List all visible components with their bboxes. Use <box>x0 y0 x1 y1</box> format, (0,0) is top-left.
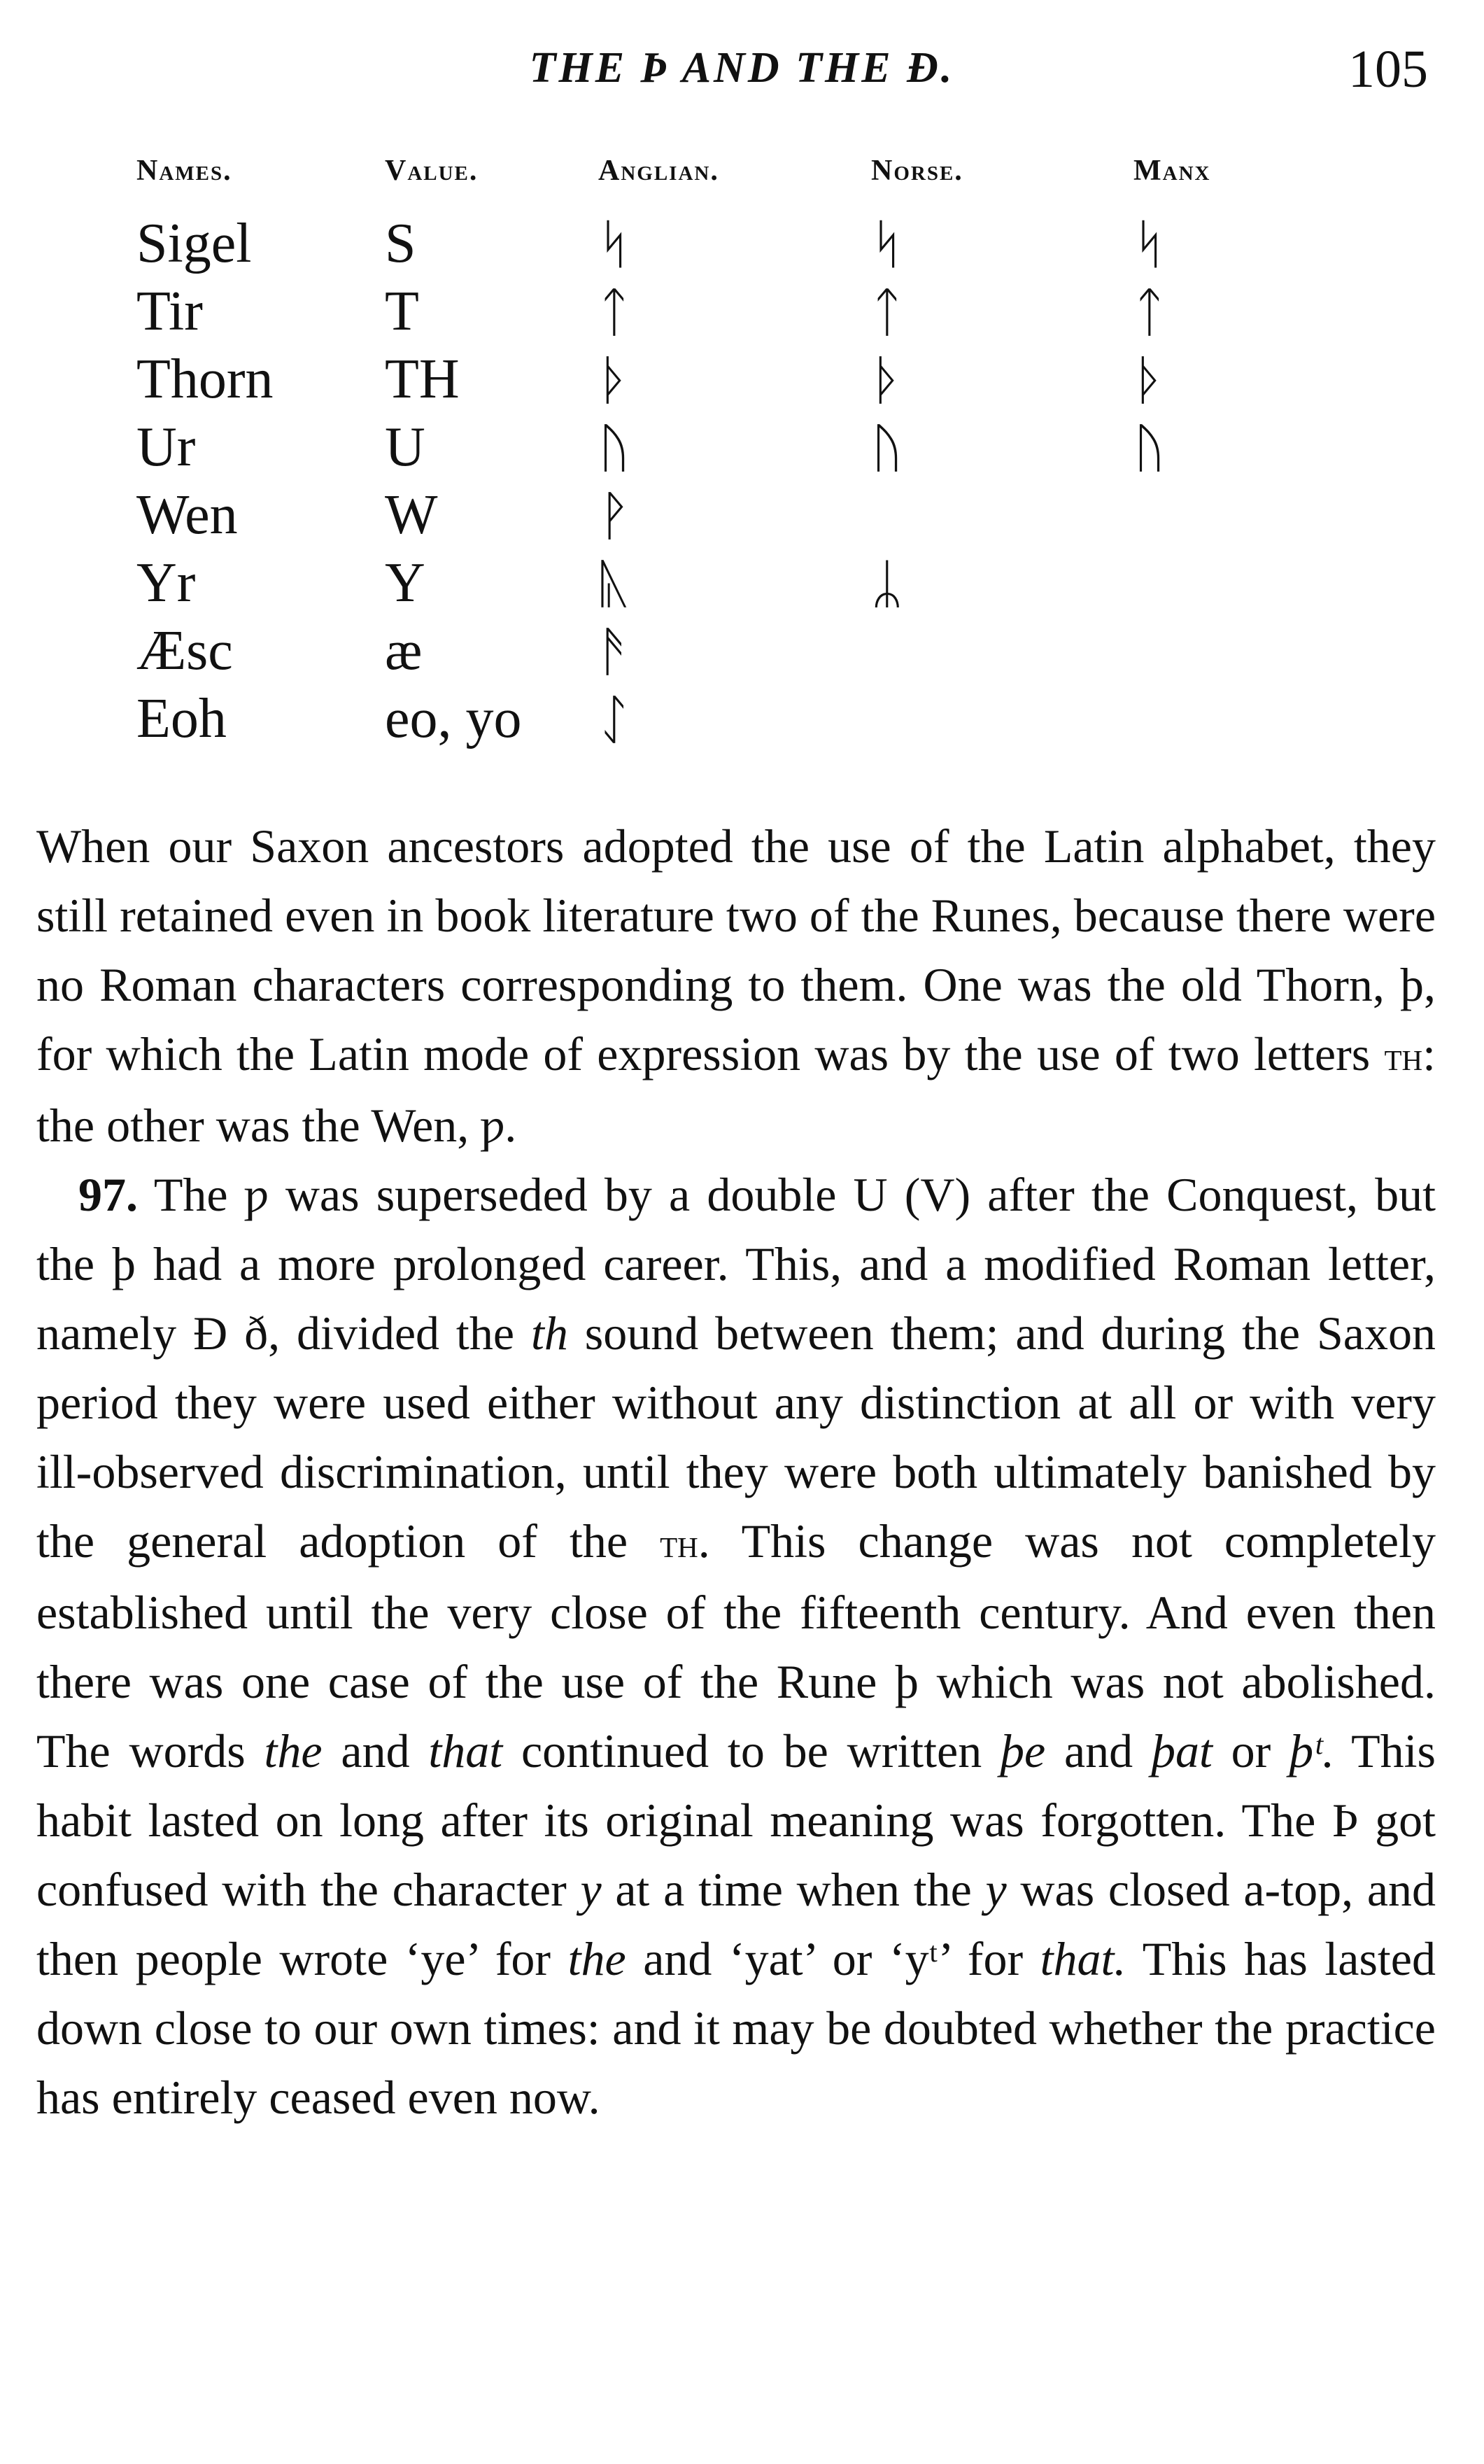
text-run: at a time when the <box>601 1863 986 1916</box>
text-run: . This habit lasted on long after its original meaning was forgotten. The Þ got confused with the character <box>36 1724 1436 1916</box>
column-header-anglian: Anglian. <box>598 155 719 187</box>
anglian-rune: ᛏ <box>598 281 630 343</box>
italic-pt: þᵗ <box>1289 1724 1322 1777</box>
rune-value: U <box>385 416 425 478</box>
rune-name: Wen <box>136 484 238 546</box>
norse-rune: ᛋ <box>871 213 903 275</box>
rune-name: Thorn <box>136 349 274 410</box>
rune-value: TH <box>385 349 460 410</box>
body-text <box>36 812 1436 2132</box>
text-run: and <box>322 1724 429 1777</box>
column-header-names: Names. <box>136 155 232 187</box>
rune-value: æ <box>385 620 423 682</box>
text-run: and <box>1045 1724 1152 1777</box>
manx-rune <box>1133 685 1301 753</box>
table-row <box>136 346 1301 414</box>
table-row <box>136 617 1301 685</box>
rune-value: eo, yo <box>385 688 522 749</box>
anglian-rune: ᚦ <box>598 349 630 411</box>
paragraph-97 <box>36 1160 1436 2132</box>
table-row <box>136 685 1301 753</box>
norse-rune: ᛏ <box>871 281 903 343</box>
manx-rune: ᚦ <box>1133 349 1166 411</box>
italic-th: th <box>530 1307 568 1360</box>
column-header-norse: Norse. <box>871 155 963 187</box>
italic-y: y <box>985 1863 1007 1916</box>
table-row <box>136 549 1301 617</box>
italic-pe: þe <box>1001 1724 1046 1777</box>
anglian-rune: ᚣ <box>598 552 630 614</box>
text-run: The ƿ was superseded by a double U (V) after the Conquest, but the þ had a more prolonged career. This, and a modified Roman letter, namely Đ ð, divided the <box>36 1168 1436 1360</box>
text-run: sound between them; and during the Saxon period they were used either without any distinction at all or with very ill-observed discrimination, until they were both ultimately banished by the general adoption of the <box>36 1307 1436 1568</box>
text-run: . This change was not completely established until the very close of the fifteenth century. And even then there was one case of the use of the Rune þ which was not abolished. The words <box>36 1514 1436 1777</box>
text-run: or <box>1212 1724 1290 1777</box>
manx-rune: ᛋ <box>1133 213 1166 275</box>
rune-value: S <box>385 213 416 274</box>
text-run: When our Saxon ancestors adopted the use of the Latin alphabet, they still retained even in book literature two of the Runes, because there were no Roman characters corresponding to them. One was the old Thorn, þ, for which the Latin mode of expression was by the use of two letters <box>36 819 1436 1080</box>
norse-rune: ᚦ <box>871 349 903 411</box>
anglian-rune: ᚢ <box>598 416 630 479</box>
rune-name: Æsc <box>136 620 233 682</box>
italic-the: the <box>567 1932 626 1985</box>
paragraph-saxon-ancestors <box>36 812 1436 1160</box>
text-run: : the other was the Wen, ƿ. <box>36 1027 1436 1152</box>
section-number: 97. <box>78 1168 138 1221</box>
norse-rune: ᚢ <box>871 416 903 479</box>
text-run: continued to be written <box>502 1724 1001 1777</box>
text-run: This has lasted down close to our own times: and it may be doubted whether the practice has entirely ceased even now. <box>36 1932 1436 2124</box>
table-row <box>136 481 1301 549</box>
column-header-manx: Manx <box>1133 155 1211 187</box>
manx-rune <box>1133 617 1301 685</box>
text-run: and ‘yat’ or ‘yᵗ’ for <box>626 1932 1040 1985</box>
manx-rune <box>1133 549 1301 617</box>
norse-rune <box>871 617 1133 685</box>
table-row <box>136 210 1301 278</box>
italic-that: that <box>428 1724 503 1777</box>
rune-table-header-row <box>136 154 1301 210</box>
rune-name: Ur <box>136 416 196 478</box>
column-header-value: Value. <box>385 155 479 187</box>
rune-value: Y <box>385 552 425 614</box>
small-caps-th: th <box>660 1521 698 1566</box>
anglian-rune: ᚹ <box>598 484 630 547</box>
rune-name: Tir <box>136 281 203 342</box>
anglian-rune: ᚫ <box>598 620 630 682</box>
italic-pat: þat <box>1151 1724 1213 1777</box>
manx-rune <box>1133 481 1301 549</box>
manx-rune: ᛏ <box>1133 281 1166 343</box>
rune-table <box>136 154 1301 753</box>
norse-rune <box>871 481 1133 549</box>
anglian-rune: ᛋ <box>598 213 630 275</box>
rune-name: Eoh <box>136 688 227 749</box>
anglian-rune: ᛇ <box>598 688 630 750</box>
rune-value: W <box>385 484 438 546</box>
norse-rune <box>871 685 1133 753</box>
table-row <box>136 414 1301 481</box>
text-run: was closed a-top, and then people wrote ‘ye’ for <box>36 1863 1436 1985</box>
norse-rune: ᛦ <box>871 552 903 614</box>
rune-value: T <box>385 281 419 342</box>
table-row <box>136 278 1301 346</box>
small-caps-th: th <box>1384 1034 1423 1079</box>
rune-name: Yr <box>136 552 196 614</box>
italic-the: the <box>264 1724 323 1777</box>
manx-rune: ᚢ <box>1133 416 1166 479</box>
running-title: THE Þ AND THE Đ. <box>529 44 955 92</box>
rune-name: Sigel <box>136 213 252 274</box>
page-number: 105 <box>1348 40 1428 99</box>
italic-y: y <box>580 1863 602 1916</box>
italic-that: that. <box>1040 1932 1126 1985</box>
